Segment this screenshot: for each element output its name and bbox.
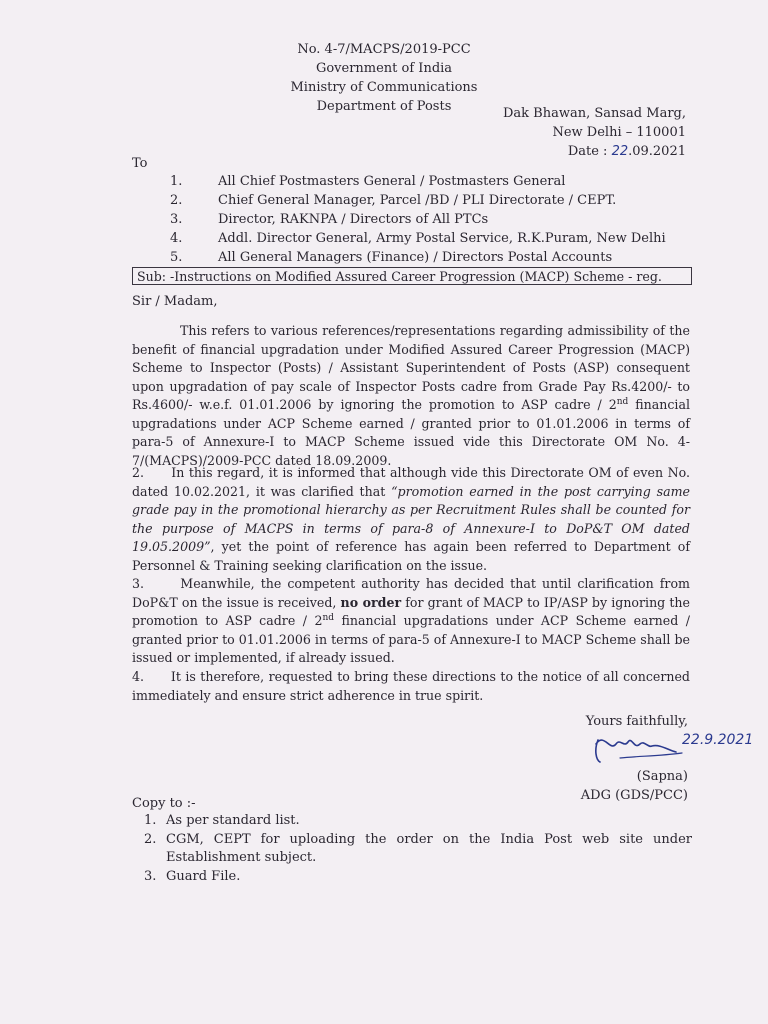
ministry-name: Ministry of Communications	[290, 80, 478, 95]
copy-item: 3. Guard File.	[144, 868, 241, 884]
to-label: To	[132, 156, 148, 171]
address-line-1: Dak Bhawan, Sansad Marg,	[502, 106, 686, 121]
recipient-item: 5. All General Managers (Finance) / Directors Postal Accounts	[170, 250, 613, 265]
signatory-designation: ADG (GDS/PCC)	[580, 788, 688, 803]
date-rest: .09.2021	[628, 144, 686, 159]
department-name: Department of Posts	[316, 99, 452, 114]
recipient-item: 1. All Chief Postmasters General / Postmasters General	[170, 174, 566, 189]
signatory-name: (Sapna)	[636, 769, 688, 784]
recipient-list	[170, 172, 710, 267]
subject-line: Sub: -Instructions on Modified Assured Career Progression (MACP) Scheme - reg.	[132, 267, 692, 285]
sender-address	[503, 104, 686, 161]
government-name: Government of India	[315, 61, 453, 76]
letter-date	[503, 142, 686, 161]
paragraph-4: 4. It is therefore, requested to bring these directions to the notice of all concerned immediately and ensure strict adherence in true spirit.	[132, 669, 690, 703]
copy-to-list	[144, 812, 692, 886]
recipient-item: 4. Addl. Director General, Army Postal Service, R.K.Puram, New Delhi	[170, 231, 666, 246]
copy-item: 1. As per standard list.	[144, 813, 300, 828]
copy-item: 2. CGM, CEPT for uploading the order on the India Post web site under Establishment subject.	[144, 831, 692, 865]
paragraph-2: 2. In this regard, it is informed that although vide this Directorate OM of even No. dated 10.02.2021, it was clarified that “promotion earned in the post carrying same grade pay in the promotional hierarchy as per Recruitment Rules shall be counted for the purpose of MACPS in terms of para-8 of Annexure-I to DoP&T OM dated 19.05.2009”, yet the point of reference has again been referred to Department of Personnel & Training seeking clarification on the issue.	[132, 465, 690, 573]
recipient-item: 2. Chief General Manager, Parcel /BD / PLI Directorate / CEPT.	[170, 193, 617, 208]
paragraph-1: This refers to various references/representations regarding admissibility of the benefit of financial upgradation under Modified Assured Career Progression (MACP) Scheme to Inspector (Posts) / Assistant Superintendent of Posts (ASP) consequent upon upgradation of pay scale of Inspector Posts cadre from Grade Pay Rs.4200/- to Rs.4600/- w.e.f. 01.01.2006 by ignoring the promotion to ASP cadre / 2nd financial upgradations under ACP Scheme earned / granted prior to 01.01.2006 in terms of para-5 of Annexure-I to MACP Scheme issued vide this Directorate OM No. 4-7/(MACPS)/2009-PCC dated 18.09.2009.	[132, 323, 690, 468]
date-prefix: Date :	[567, 144, 612, 159]
date-day-handwritten: 22	[611, 144, 629, 159]
handwritten-signature	[590, 722, 760, 770]
file-number: No. 4-7/MACPS/2019-PCC	[297, 42, 471, 57]
closing: Yours faithfully,	[585, 714, 688, 729]
paragraph-3: 3. Meanwhile, the competent authority has decided that until clarification from DoP&T on the issue is received, no order for grant of MACP to IP/ASP by ignoring the promotion to ASP cadre / 2nd financial upgradations under ACP Scheme earned / granted prior to 01.01.2006 in terms of para-5 of Annexure-I to MACP Scheme shall be issued or implemented, if already issued.	[132, 576, 690, 665]
handwritten-date: 22.9.2021	[682, 732, 754, 748]
copy-to-label: Copy to :-	[132, 796, 196, 811]
address-line-2: New Delhi – 110001	[552, 125, 686, 140]
recipient-item: 3. Director, RAKNPA / Directors of All PTCs	[170, 212, 489, 227]
salutation: Sir / Madam,	[132, 294, 218, 309]
